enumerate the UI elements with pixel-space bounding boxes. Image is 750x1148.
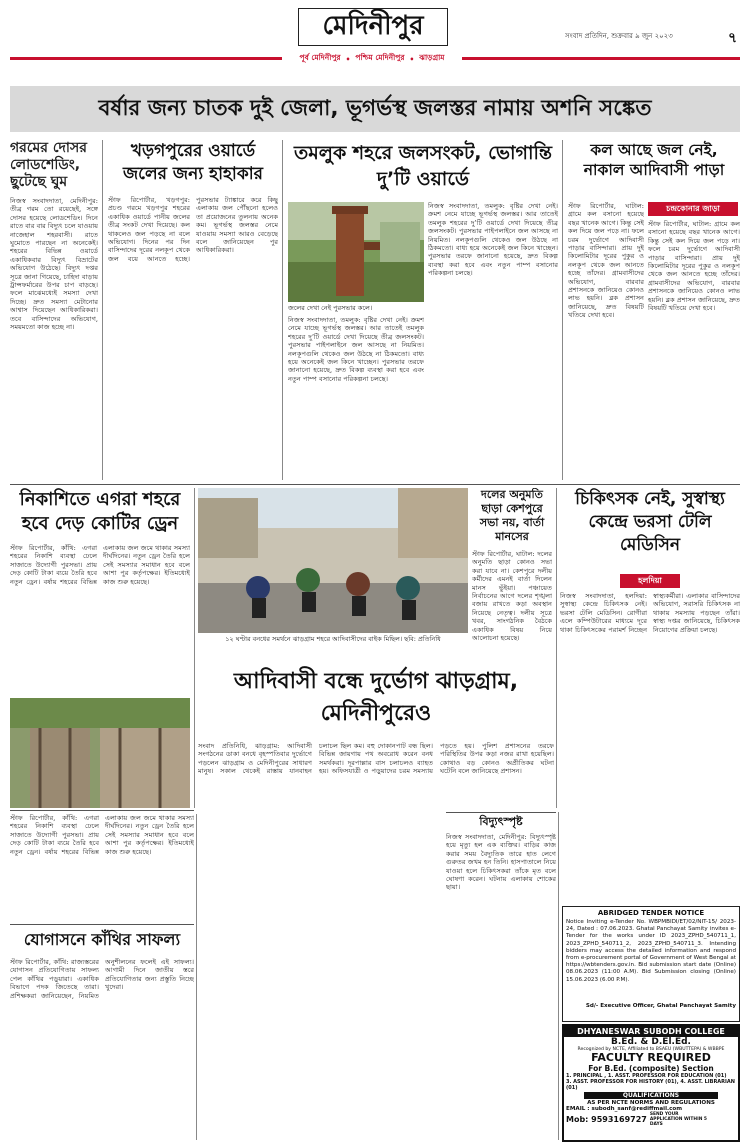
row-divider-1	[10, 484, 740, 485]
section-purba[interactable]: পূর্ব মেদিনীপুর	[299, 53, 341, 62]
kanthi-headline: যোগাসনে কাঁথির সাফল্য	[23, 930, 181, 949]
divider-5	[556, 488, 557, 808]
tender-body: Notice Inviting e-Tender No. WBPMBIDI/ET/02/NIT-15/ 2023-24, Dated : 07.06.2023. Ghatal Panchayat Samity invites e-Tender for the works under ID 2023_ZPHD_540711_1, 2023_ZPHD_540711_2, 2023_ZPHD_540711_3. Intending bidders may access the detailed information and respond from e-procurement portal of Government of West Bengal at https://wbtenders.gov.in. Bid submission start date (Online) 08.06.2023 (11:00 A.M). Bid Submission closing (Online) 15.06.2023 (6.00 P.M).	[566, 919, 736, 983]
row-divider-2	[10, 810, 194, 811]
article-rally	[198, 488, 468, 648]
college-qualifications: QUALIFICATIONS	[584, 1092, 718, 1099]
college-name: DHYANESWAR SUBODH COLLEGE	[564, 1026, 738, 1037]
college-norms: AS PER NCTE NORMS AND REGULATIONS	[587, 1100, 715, 1106]
tender-signature: Sd/- Executive Officer, Ghatal Panchayat Samity	[585, 1003, 736, 1009]
article-loadshedding	[10, 140, 98, 480]
college-contact-row	[564, 1112, 738, 1127]
college-apply: SEND YOUR APPLICATION WITHIN 5 DAYS	[649, 1112, 707, 1127]
section-labels	[284, 51, 460, 67]
section-paschim[interactable]: পশ্চিম মেদিনীপুর	[355, 53, 405, 62]
section-sep-1: •	[345, 54, 351, 64]
telemedicine-tag: হলদিয়া	[620, 574, 680, 588]
kanthi-rule	[10, 924, 194, 925]
nakal-headline: কল আছে জল নেই, নাকাল আদিবাসী পাড়া	[583, 141, 725, 179]
article-nakal	[568, 140, 740, 480]
tamluk-photo-caption: জলের দেখা নেই পুরসভার কলে।	[288, 304, 373, 312]
section-jhargram[interactable]: ঝাড়গ্রাম	[419, 53, 445, 62]
tamluk-headline: তমলুক শহরে জলসংকট, ভোগান্তি দু’টি ওয়ার্ডে	[293, 142, 553, 190]
divider-2	[282, 140, 283, 480]
divider-3	[562, 140, 563, 480]
masthead	[0, 0, 750, 70]
banner	[10, 86, 740, 132]
divider-7	[558, 812, 559, 1140]
article-kharagpur	[108, 140, 278, 480]
bandh-body: সংবাদ প্রতিনিধি, ঝাড়গ্রাম: আদিবাসী সংগঠনের ডাকা বনধে বৃহস্পতিবার দুর্ভোগে পড়লেন ঝাড়গ্রাম ও মেদিনীপুরের সাধারণ মানুষ। সকাল থেকেই রাস্তায় যানবাহন চলাচল ছিল কম। বহু দোকানপাট বন্ধ ছিল। বিভিন্ন জায়গায় পথ অবরোধ করেন বনধ সমর্থকরা। দূরপাল্লার বাস চলাচলও ব্যাহত হয়। অফিসযাত্রী ও পড়ুয়াদের চরম সমস্যায় পড়তে হয়। পুলিশ প্রশাসনের তরফে পরিস্থিতির উপর কড়া নজর রাখা হয়েছিল। কোথাও বড় কোনও অপ্রীতিকর ঘটনা ঘটেনি বলে জানিয়েছে প্রশাসন।	[198, 742, 554, 776]
section-line-left	[10, 57, 282, 60]
dateline: সংবাদ প্রতিদিন, শুক্রবার ৯ জুন ২০২৩	[565, 32, 673, 40]
section-sep-2: •	[409, 54, 415, 64]
egra-headline: নিকাশিতে এগরা শহরে হবে দেড় কোটির ড্রেন	[19, 489, 181, 534]
college-recognition: Recognized by NCTE, Affiliated to BSAEU (WBUTTEPA) & WBBPE	[577, 1047, 725, 1052]
kharagpur-headline: খড়গপুরের ওয়ার্ডে জলের জন্য হাহাকার	[122, 141, 264, 184]
bidyut-headline: বিদ্যুৎস্পৃষ্ট	[446, 812, 556, 829]
college-heading: FACULTY REQUIRED	[591, 1051, 711, 1064]
rally-photo-caption: ১২ ঘণ্টার বনধের সমর্থনে ঝাড়গ্রাম শহরে আদিবাসীদের বাইক মিছিল। ছবি: প্রতিনিধি	[225, 635, 441, 643]
nakal-body-right: স্টাফ রিপোর্টার, ঘাটাল: গ্রামে কল বসানো হয়েছে বছর খানেক আগে। কিন্তু সেই কল দিয়ে জল পড়ে না। ফলে চরম দুর্ভোগে আদিবাসী পাড়ার বাসিন্দারা। প্রায় দুই কিলোমিটার দূরের পুকুর ও নলকূপ থেকে জল আনতে হচ্ছে তাঁদের। গ্রামবাসীদের অভিযোগ, বারবার প্রশাসনকে জানিয়েও কোনও লাভ হয়নি। ব্লক প্রশাসন জানিয়েছে, দ্রুত বিষয়টি খতিয়ে দেখা হবে।	[648, 220, 740, 313]
article-egra	[10, 488, 190, 808]
college-courses: B.Ed. & D.El.Ed.	[611, 1037, 691, 1047]
egra-body: স্টাফ রিপোর্টার, কাঁথি: এগরা শহরের নিকাশি ব্যবস্থা ঢেলে সাজাতে উদ্যোগী পুরসভা। প্রায় দেড় কোটি টাকা ব্যয়ে তৈরি হবে নতুন ড্রেন। বর্ষায় শহরের বিভিন্ন এলাকায় জল জমে থাকার সমস্যা দীর্ঘদিনের। নতুন ড্রেন তৈরি হলে সেই সমস্যার সমাধান হবে বলে আশা পুর কর্তৃপক্ষের। ইতিমধ্যেই কাজ শুরু হয়েছে।	[10, 544, 190, 586]
section-strip	[0, 48, 750, 70]
bike-rally-photo	[198, 488, 468, 633]
kanthi-intro: স্টাফ রিপোর্টার, কাঁথি: এগরা শহরের নিকাশি ব্যবস্থা ঢেলে সাজাতে উদ্যোগী পুরসভা। প্রায় দেড় কোটি টাকা ব্যয়ে তৈরি হবে নতুন ড্রেন। বর্ষায় শহরের বিভিন্ন এলাকায় জল জমে থাকার সমস্যা দীর্ঘদিনের। নতুন ড্রেন তৈরি হলে সেই সমস্যার সমাধান হবে বলে আশা পুর কর্তৃপক্ষের। ইতিমধ্যেই কাজ শুরু হয়েছে।	[10, 814, 194, 856]
college-subheading: For B.Ed. (composite) Section	[588, 1064, 714, 1073]
drain-photo	[10, 698, 190, 808]
nakal-tag: চন্দ্রকোনার জাড়া	[648, 202, 738, 216]
tender-title: ABRIDGED TENDER NOTICE	[597, 909, 705, 917]
keshpur-headline: দলের অনুমতি ছাড়া কেশপুরে সভা নয়, বার্তা মানসের	[479, 488, 545, 543]
banner-headline: বর্ষার জন্য চাতক দুই জেলা, ভূগর্ভস্থ জলস্তর নামায় অশনি সঙ্কেত	[98, 95, 652, 121]
college-mobile: Mob: 9593169727	[566, 1115, 647, 1124]
college-post-1: 1. PRINCIPAL , 1. ASST. PROFESSOR FOR EDUCATION (01)	[566, 1073, 727, 1079]
divider-1	[102, 140, 103, 480]
article-kanthi	[10, 814, 194, 1140]
telemedicine-headline: চিকিৎসক নেই, সুস্বাস্থ্য কেন্দ্রে ভরসা টেলি মেডিসিন	[575, 489, 725, 555]
tamluk-photo	[288, 202, 424, 302]
loadshedding-headline: গরমের দোসর লোডশেডিং, ছুটেছে ঘুম	[10, 140, 87, 190]
tamluk-body: নিজস্ব সংবাদদাতা, তমলুক: বৃষ্টির দেখা নেই। ক্রমশ নেমে যাচ্ছে ভূগর্ভস্থ জলস্তর। আর তাতেই তমলুক শহরের দু’টি ওয়ার্ডে দেখা দিয়েছে তীব্র জলসংকট। পুরসভার পাইপলাইনে জল আসছে না নিয়মিত। নলকূপগুলি থেকেও জল উঠছে না ঠিকমতো। বাধ্য হয়ে অনেকেই জল কিনে খাচ্ছেন। পুরসভার তরফে জানানো হয়েছে, দ্রুত বিকল্প ব্যবস্থা করা হবে এবং নতুন পাম্প বসানোর পরিকল্পনা চলছে।	[428, 202, 558, 278]
tamluk-body-lower: নিজস্ব সংবাদদাতা, তমলুক: বৃষ্টির দেখা নেই। ক্রমশ নেমে যাচ্ছে ভূগর্ভস্থ জলস্তর। আর তাতেই তমলুক শহরের দু’টি ওয়ার্ডে দেখা দিয়েছে তীব্র জলসংকট। পুরসভার পাইপলাইনে জল আসছে না নিয়মিত। নলকূপগুলি থেকেও জল উঠছে না ঠিকমতো। বাধ্য হয়ে অনেকেই জল কিনে খাচ্ছেন। পুরসভার তরফে জানানো হয়েছে, দ্রুত বিকল্প ব্যবস্থা করা হবে এবং নতুন পাম্প বসানোর পরিকল্পনা চলছে।	[288, 316, 424, 383]
kanthi-body: স্টাফ রিপোর্টার, কাঁথি: রাজ্যস্তরের যোগাসন প্রতিযোগিতায় সাফল্য পেল কাঁথির পড়ুয়ারা। একাধিক বিভাগে পদক জিতেছে তারা। প্রশিক্ষকরা জানিয়েছেন, নিয়মিত অনুশীলনের ফলেই এই সাফল্য। আগামী দিনে জাতীয় স্তরে প্রতিযোগিতার জন্য প্রস্তুতি নিচ্ছে খুদেরা।	[10, 958, 194, 1000]
article-telemedicine	[560, 488, 740, 808]
bidyut-body: নিজস্ব সংবাদদাতা, মেদিনীপুর: বিদ্যুৎস্পৃষ্ট হয়ে মৃত্যু হল এক ব্যক্তির। বাড়ির কাজ করার সময় বৈদ্যুতিক তারে হাত লেগে গুরুতর জখম হন তিনি। হাসপাতালে নিয়ে যাওয়া হলে চিকিৎসকরা তাঁকে মৃত বলে ঘোষণা করেন। ঘটনায় এলাকায় শোকের ছায়া।	[446, 833, 556, 892]
article-bidyut	[446, 812, 556, 1140]
college-ad	[562, 1024, 740, 1142]
page-number: ৭	[728, 30, 738, 46]
college-post-2: 3. ASST. PROFESSOR FOR HISTORY (01), 4. ASST. LIBRARIAN (01)	[566, 1079, 735, 1091]
bandh-headline: আদিবাসী বন্ধে দুর্ভোগ ঝাড়গ্রাম, মেদিনীপুরেও	[233, 669, 519, 726]
masthead-title: মেদিনীপুর	[322, 11, 424, 41]
telemedicine-body: নিজস্ব সংবাদদাতা, হলদিয়া: সুস্বাস্থ্য কেন্দ্রে চিকিৎসক নেই। ভরসা টেলি মেডিসিন। রোগীরা এলে কম্পিউটারের মাধ্যমে দূরে থাকা চিকিৎসকের পরামর্শ নিচ্ছেন স্বাস্থ্যকর্মীরা। এলাকার বাসিন্দাদের অভিযোগ, সরাসরি চিকিৎসক না থাকায় সমস্যায় পড়ছেন তাঁরা। স্বাস্থ্য দপ্তর জানিয়েছে, চিকিৎসক নিয়োগের প্রক্রিয়া চলছে।	[560, 592, 740, 634]
loadshedding-body: নিজস্ব সংবাদদাতা, মেদিনীপুর: তীব্র গরম তো রয়েছেই, সঙ্গে দোসর হয়েছে লোডশেডিং। দিনে রাতে বার বার বিদ্যুৎ চলে যাওয়ায় নাজেহাল শহরবাসী। রাতে ঘুমোতে পারছেন না অনেকেই। শহরের বিভিন্ন ওয়ার্ডে একাধিকবার বিদ্যুৎ বিভ্রাটের অভিযোগ উঠেছে। বিদ্যুৎ দপ্তর সূত্রে জানা গিয়েছে, চাহিদা বাড়ায় ট্রান্সফর্মারের উপর চাপ বাড়ছে। ফলে মাঝেমধ্যেই সমস্যা দেখা দিচ্ছে। দ্রুত সমস্যা মেটানোর আশ্বাস দিয়েছেন আধিকারিকরা। তবে বাসিন্দাদের অভিযোগ, সময়মতো কাজ হচ্ছে না।	[10, 197, 98, 332]
college-email: EMAIL : subodh_sanf@rediffmail.com	[566, 1106, 683, 1112]
masthead-title-box	[298, 8, 448, 46]
water-pipe-photo	[288, 202, 424, 302]
tender-notice	[562, 906, 740, 1022]
keshpur-body: স্টাফ রিপোর্টার, ঘাটাল: দলের অনুমতি ছাড়া কোনও সভা করা যাবে না। কেশপুরে দলীয় কর্মীদের এমনই বার্তা দিলেন মানস ভুঁইয়া। পঞ্চায়েত নির্বাচনের আগে দলের শৃঙ্খলা বজায় রাখতে কড়া অবস্থান নিয়েছে নেতৃত্ব। দলীয় সূত্রে খবর, সাংগঠনিক বৈঠকে একাধিক বিষয় নিয়ে আলোচনা হয়েছে।	[472, 550, 552, 643]
rally-photo	[198, 488, 468, 633]
section-line-right	[462, 57, 740, 60]
divider-6	[196, 814, 197, 1140]
divider-4	[194, 488, 195, 808]
drain-construction-photo	[10, 698, 190, 808]
article-tamluk	[288, 140, 558, 480]
nakal-body: স্টাফ রিপোর্টার, ঘাটাল: গ্রামে কল বসানো হয়েছে বছর খানেক আগে। কিন্তু সেই কল দিয়ে জল পড়ে না। ফলে চরম দুর্ভোগে আদিবাসী পাড়ার বাসিন্দারা। প্রায় দুই কিলোমিটার দূরের পুকুর ও নলকূপ থেকে জল আনতে হচ্ছে তাঁদের। গ্রামবাসীদের অভিযোগ, বারবার প্রশাসনকে জানিয়েও কোনও লাভ হয়নি। ব্লক প্রশাসন জানিয়েছে, দ্রুত বিষয়টি খতিয়ে দেখা হবে।	[568, 202, 644, 320]
kharagpur-body: স্টাফ রিপোর্টার, খড়গপুর: প্রচণ্ড গরমে খড়গপুর শহরের একাধিক ওয়ার্ডে পানীয় জলের তীব্র সংকট দেখা দিয়েছে। কল থাকলেও জল পড়ছে না বলে অভিযোগ। দিনের পর দিন বাসিন্দাদের দূরের নলকূপ থেকে জল বয়ে আনতে হচ্ছে। পুরসভার ট্যাঙ্কারে করে কিছু এলাকায় জল পৌঁছনো হলেও তা প্রয়োজনের তুলনায় অনেক কম। ভূগর্ভস্থ জলস্তর নেমে যাওয়ায় সমস্যা আরও বেড়েছে বলে জানিয়েছেন পুর আধিকারিকরা।	[108, 196, 278, 263]
